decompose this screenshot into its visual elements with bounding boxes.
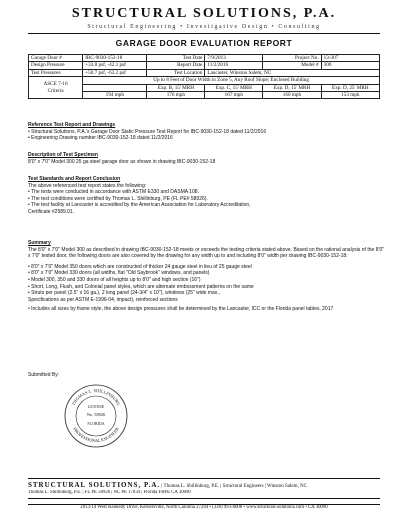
value-cell: 11/2/2016 (205, 62, 263, 69)
speed-cell: 194 mph (83, 92, 147, 99)
exposure-cell (83, 84, 147, 91)
info-row (29, 69, 380, 76)
section-line: Specifications as per ASTM E-1996-04, impact), reinforced sections (28, 296, 178, 303)
reference-section (28, 122, 384, 142)
section-line: • The test facility at Lancaster is accredited by the American Association for Laboratory Accreditation, (28, 202, 251, 209)
section-line: • 8'0" x 7'0" Model 330 doors (all widths, flat "Old Saybrook" windows, and panels) (28, 270, 210, 277)
section-line: • The tests were conducted in accordance with ASTM E330 and DASMA 108. (28, 189, 199, 196)
section-heading: Reference Test Report and Drawings (28, 122, 116, 128)
section-line: • Includes all sizes by frame style, the above design pressures shall be determined by the Lancaster, ICC or the Florida panel tables, 2017 (28, 306, 334, 313)
section-line: 8'0" x 7'0" Model 300 25 ga steel garage door as shown in drawing IBC-9030-152-18 (28, 158, 216, 165)
section-line: • Short, Long, Flush, and Colonial panel styles, which are alternate embossment patterns on the same (28, 283, 254, 290)
exposure-cell: Exp. C, 15' MRH (205, 84, 263, 91)
letterhead-divider (28, 33, 380, 34)
info-row (29, 55, 380, 62)
label-cell: Test Pressures (29, 69, 83, 76)
speed-cell: 153 mph (321, 92, 379, 99)
seal-state: FLORIDA (87, 421, 105, 426)
engineer-seal (64, 384, 128, 448)
footer-company: STRUCTURAL SOLUTIONS, P.A. (28, 481, 161, 489)
section-line: • Model 300, 350 and 330 doors of all heights up to 8'0" and high section (16") (28, 276, 201, 283)
label-cell: Report Date (147, 62, 205, 69)
submitted-by-label: Submitted By: (28, 372, 60, 378)
exposure-cell: Exp. D, 15' MRH (263, 84, 321, 91)
speed-cell: 176 mph (147, 92, 205, 99)
wind-zone-row (29, 77, 380, 84)
section-line: The above referenced test report states the following: (28, 182, 147, 189)
value-cell: 13-307 (321, 55, 379, 62)
seal-license: LICENSE (87, 404, 105, 409)
exposure-cell: Exp. D, 25' MRH (321, 84, 379, 91)
value-cell: +50.7 psf, -63.2 psf (83, 69, 147, 76)
label-cell: Test Date (147, 55, 205, 62)
section-heading: Summary (28, 240, 51, 246)
specimen-section (28, 152, 384, 165)
wind-zone-cell: Up to 8 Feet of Door Width in Zone 5, Any Roof Slope; Enclosed Building (83, 77, 380, 84)
footer-divider (28, 478, 380, 479)
asce-criteria-cell (29, 77, 83, 99)
value-cell: 300 (321, 62, 379, 69)
footer-line-1: | Thomas L. Shillinburg, P.E. | Structural Engineers | Winston Salem, NC (160, 484, 307, 489)
footer-line-2: Thomas L. Shillinburg, P.E. | FL PE 58926 | NC PE 17034 | Florida FBPE CA 30090 (28, 490, 191, 495)
footer-address: 2013-14 West Kennedy Drive, Kernersville, North Carolina 27284 • (336) 993-8008 • www.structural-solutions.com • CA 30090 (80, 505, 328, 510)
section-line: • 8'0" x 7'0" Model 350 doors which are constructed of thicker 24 gauge steel in lieu of 25 gauge steel (28, 263, 252, 270)
value-cell: 7/9/2013 (205, 55, 263, 62)
company-tagline: Structural Engineering • Investigative Design • Consulting (87, 24, 321, 30)
door-info-table (28, 54, 380, 99)
criteria-label: Criteria (47, 87, 64, 94)
section-heading: Description of Test Specimen (28, 152, 98, 158)
footer-divider (28, 498, 380, 499)
label-cell: Project No. (263, 55, 321, 62)
exposure-cell: Exp. B, 15' MRH (147, 84, 205, 91)
seal-title: PROFESSIONAL ENGINEER (72, 426, 120, 444)
standards-section (28, 176, 384, 216)
label-cell: Model # (263, 62, 321, 69)
section-line: • The test conditions were certified by Thomas L. Shillinburg, PE (FL PE# 58926). (28, 195, 208, 202)
label-cell: Garage Door # (29, 55, 83, 62)
section-heading: Test Standards and Report Conclusion (28, 176, 121, 182)
summary-paragraph: The 8'0" x 7'0" Model 300 as described in drawing IBC-9030-152-18 meets or exceeds the testing criteria stated above. Based on the rational analysis of the 8'0" x 7'0" tested door, the following doors are also covered by the drawing for any width up to and including 8'0" width per drawing IBC-9030-152-18: (28, 246, 384, 260)
seal-name: THOMAS L. SHILLINBURG (70, 387, 122, 407)
speed-cell: 167 mph (205, 92, 263, 99)
section-line: Certificate #2589.01. (28, 208, 75, 215)
label-cell: Design Pressure (29, 62, 83, 69)
label-cell: Test Location (147, 69, 205, 76)
value-cell: +33.8 psf, -42.1 psf (83, 62, 147, 69)
value-cell: IBC-9030-152-18 (83, 55, 147, 62)
speed-cell: 160 mph (263, 92, 321, 99)
asce-label: ASCE 7-16 (43, 81, 68, 88)
company-name: STRUCTURAL SOLUTIONS, P.A. (71, 6, 337, 21)
info-row (29, 62, 380, 69)
value-cell: Lancaster, Winston Salem, NC (205, 69, 380, 76)
report-title: GARAGE DOOR EVALUATION REPORT (115, 38, 293, 48)
seal-number: No. 58926 (86, 412, 106, 417)
section-line: • Structural Solutions, P.A.'s Garage Door Static Pressure Test Report for IBC-9030-152-18 dated 11/2/2016 (28, 128, 267, 135)
section-line: • Engineering Drawing number IBC-9030-152-18 dated 11/2/2016 (28, 135, 173, 142)
section-line: • Struts per panel (2.5" x 16 ga.), 2 long panel (24-3/4" x 10"), windows (25" wide max., (28, 290, 221, 297)
summary-section (28, 240, 384, 313)
footer-company-line (28, 481, 380, 489)
